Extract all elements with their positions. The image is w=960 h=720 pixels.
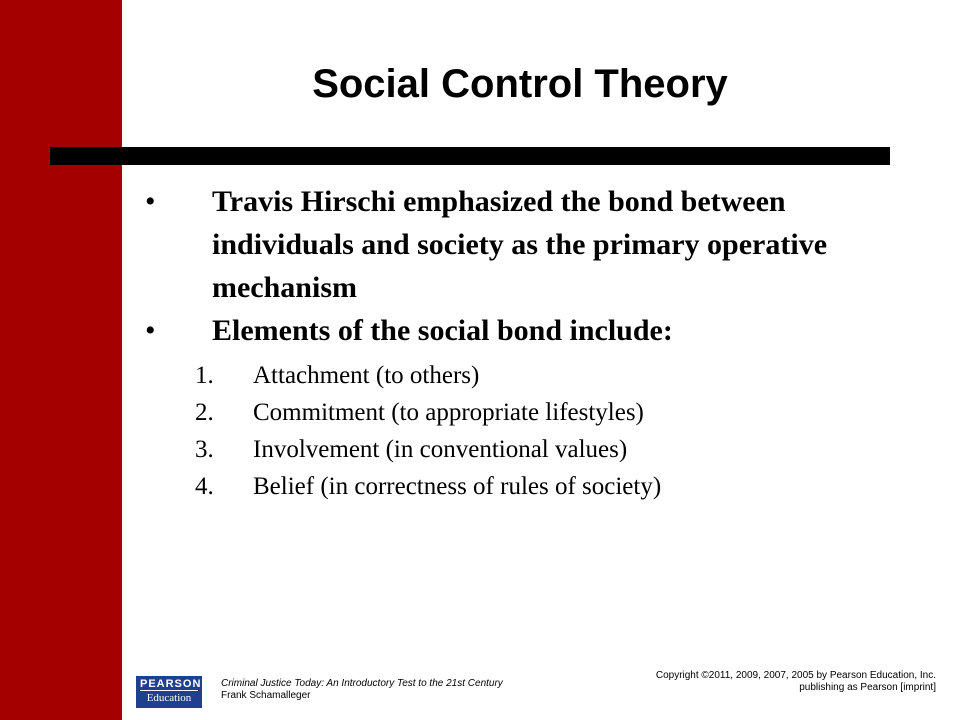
bullet-list bbox=[145, 180, 865, 352]
numbered-item bbox=[195, 357, 875, 394]
logo-subtitle: Education bbox=[146, 692, 192, 704]
left-accent-bar bbox=[0, 0, 122, 720]
bullet-item bbox=[145, 309, 865, 352]
item-number: 1. bbox=[195, 362, 214, 389]
slide-title: Social Control Theory bbox=[312, 62, 728, 106]
footer-copyright bbox=[576, 670, 936, 694]
book-title: Criminal Justice Today: An Introductory Test to the 21st Century bbox=[221, 678, 503, 689]
numbered-item bbox=[195, 394, 875, 431]
item-text: Attachment (to others) bbox=[253, 362, 480, 389]
copyright-line: Copyright ©2011, 2009, 2007, 2005 by Pearson Education, Inc. bbox=[655, 670, 936, 681]
item-number: 2. bbox=[195, 399, 214, 426]
bullet-marker: • bbox=[145, 314, 156, 347]
numbered-item bbox=[195, 468, 875, 505]
item-text: Involvement (in conventional values) bbox=[253, 436, 628, 463]
book-author: Frank Schamalleger bbox=[221, 690, 311, 701]
item-text: Belief (in correctness of rules of society) bbox=[253, 473, 662, 500]
bullet-item bbox=[145, 180, 865, 309]
logo-wordmark: PEARSON bbox=[140, 678, 202, 690]
bullet-marker: • bbox=[145, 185, 156, 218]
bullet-text: Travis Hirschi emphasized the bond between individuals and society as the primary operative mechanism bbox=[212, 185, 828, 304]
bullet-text: Elements of the social bond include: bbox=[212, 314, 673, 347]
item-text: Commitment (to appropriate lifestyles) bbox=[253, 399, 644, 426]
pearson-logo bbox=[136, 676, 202, 708]
item-number: 4. bbox=[195, 473, 214, 500]
title-divider bbox=[50, 147, 890, 165]
numbered-list bbox=[195, 357, 875, 505]
numbered-item bbox=[195, 431, 875, 468]
item-number: 3. bbox=[195, 436, 214, 463]
imprint-line: publishing as Pearson [imprint] bbox=[799, 682, 936, 693]
footer-citation bbox=[221, 678, 581, 702]
